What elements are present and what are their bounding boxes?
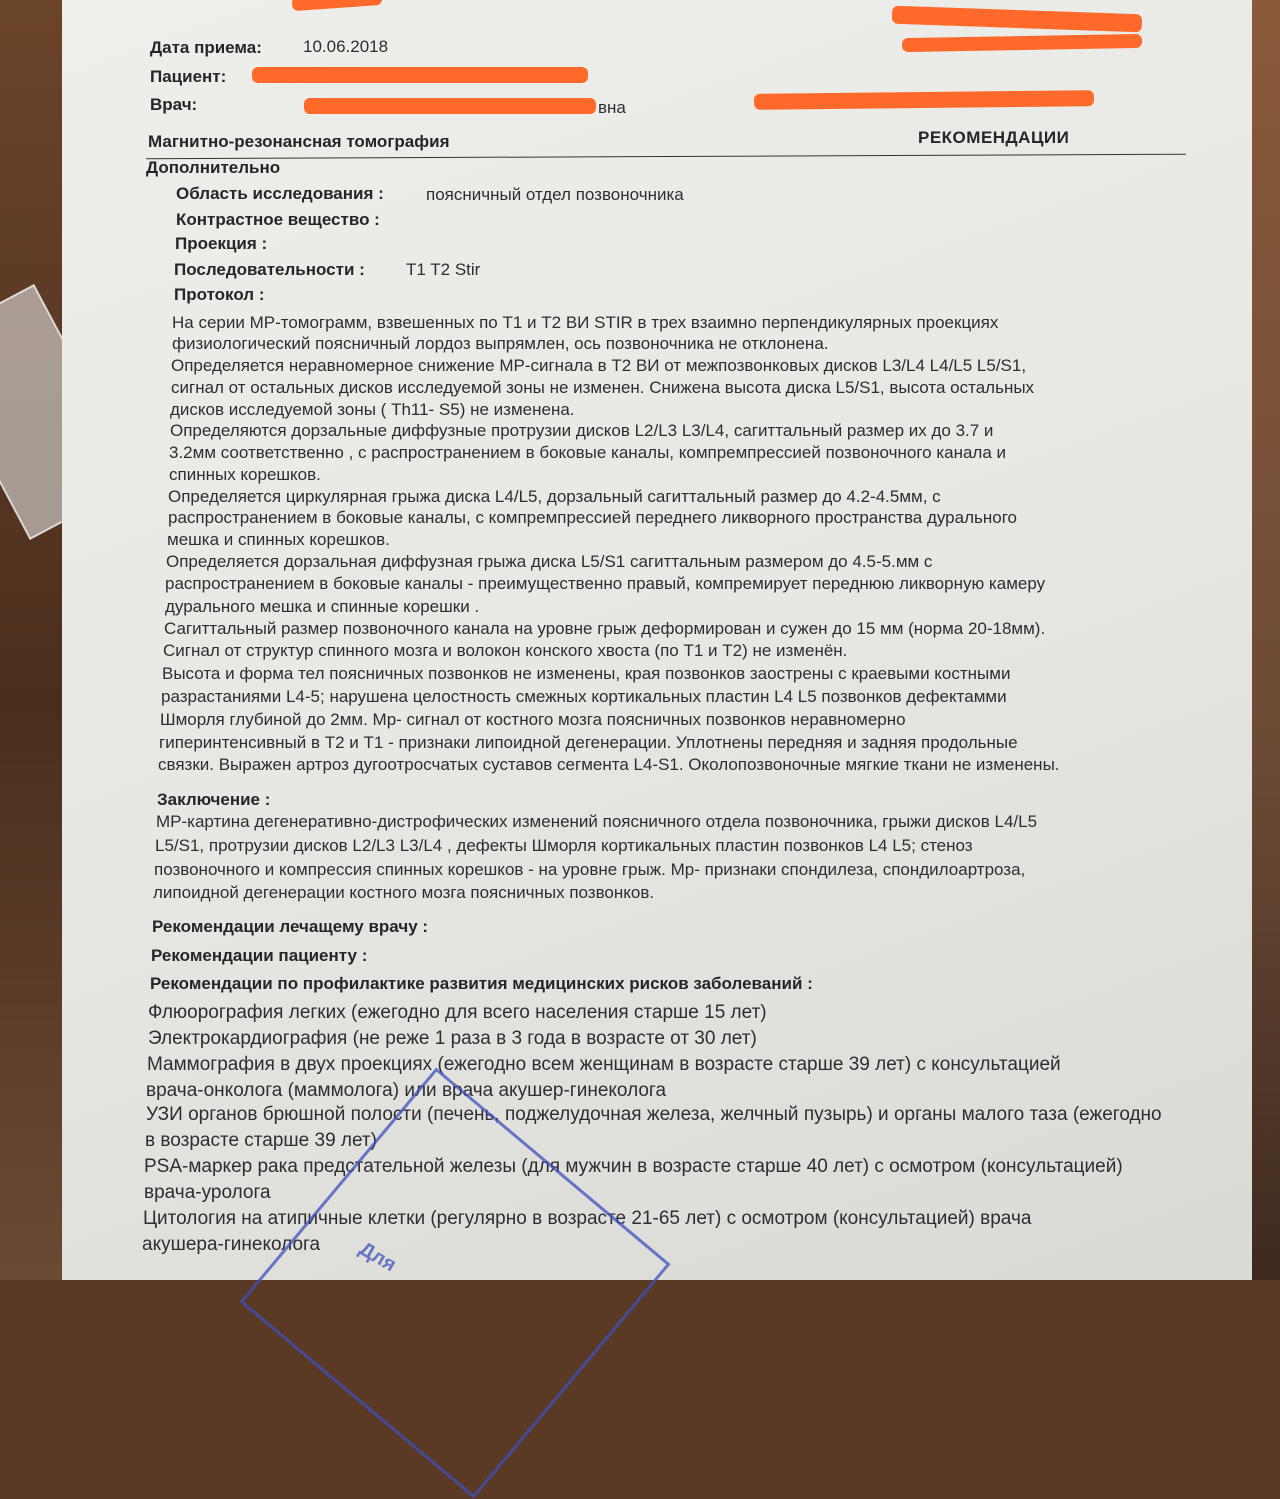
section-title: Магнитно-резонансная томография	[148, 132, 450, 151]
sequences-value: T1 T2 Stir	[406, 260, 481, 279]
protocol-line: 3.2мм соответственно , с распространением в боковые каналы, компремпрессией позвоночного канала и	[169, 443, 1007, 462]
doctor-redaction	[304, 98, 596, 114]
patient-label: Пациент:	[150, 67, 227, 86]
protocol-line: На серии МР-томограмм, взвешенных по Т1 и Т2 ВИ STIR в трех взаимно перпендикулярных проекциях	[172, 313, 999, 332]
area-value: поясничный отдел позвоночника	[426, 185, 684, 204]
protocol-line: Высота и форма тел поясничных позвонков не изменены, края позвонков заострены с краевыми костными	[162, 664, 1011, 683]
protocol-line: разрастаниями L4-5; нарушена целостность смежных кортикальных пластин L4 L5 позвонков дефектамми	[161, 687, 1007, 706]
rec-line: Цитология на атипичные клетки (регулярно в возрасте 21-65 лет) с осмотром (консультацией) врача	[143, 1208, 1032, 1229]
protocol-line: распространением в боковые каналы, с компремпрессией переднего ликворного пространства дурального	[168, 508, 1017, 527]
protocol-line: Определяются дорзальные диффузные протрузии дисков L2/L3 L3/L4, сагиттальный размер их до 3.7 и	[170, 421, 994, 440]
protocol-line: Определяется дорзальная диффузная грыжа диска L5/S1 сагиттальным размером до 4.5-5.мм с	[166, 552, 933, 571]
conclusion-line: L5/S1, протрузии дисков L2/L3 L3/L4 , дефекты Шморля кортикальных пластин позвонков L4 L5; стеноз	[155, 836, 973, 855]
protocol-line: Определяется неравномерное снижение МР-сигнала в Т2 ВИ от межпозвонковых дисков L3/L4 L4/L5 L5/S1,	[171, 356, 1027, 375]
conclusion-line: позвоночного и компрессия спинных корешков - на уровне грыж. Мр- признаки спондилеза, спондилоартроза,	[154, 860, 1026, 879]
rec-line: Электрокардиография (не реже 1 раза в 3 года в возрасте от 30 лет)	[148, 1028, 757, 1049]
protocol-line: мешка и спинных корешков.	[167, 530, 390, 549]
date-label: Дата приема:	[150, 38, 262, 57]
protocol-line: спинных корешков.	[169, 465, 321, 484]
doctor-label: Врач:	[150, 95, 198, 114]
protocol-line: распространением в боковые каналы - преимущественно правый, компремирует переднюю ликворную камеру	[165, 574, 1046, 593]
stamp-text: Для	[355, 1237, 400, 1277]
rec-line: акушера-гинеколога	[142, 1234, 321, 1255]
protocol-line: сигнал от остальных дисков исследуемой зоны не изменен. Снижена высота диска L5/S1, высота остальных	[171, 378, 1035, 397]
conclusion-line: липоидной дегенерации костного мозга поясничных позвонков.	[153, 883, 655, 902]
protocol-line: дисков исследуемой зоны ( Th11- S5) не изменена.	[170, 400, 575, 419]
rec-prevention-title: Рекомендации по профилактике развития медицинских рисков заболеваний :	[150, 974, 813, 993]
rec-line: Маммография в двух проекциях (ежегодно всем женщинам в возрасте старше 39 лет) с консультацией	[147, 1054, 1061, 1075]
conclusion-line: МР-картина дегенеративно-дистрофических изменений поясничного отдела позвоночника, грыжи дисков L4/L5	[156, 812, 1038, 831]
redaction-top-right	[892, 6, 1142, 33]
doctor-value-suffix: вна	[598, 98, 626, 117]
sequences-label: Последовательности :	[174, 260, 365, 279]
additional-title: Дополнительно	[146, 158, 281, 177]
contrast-label: Контрастное вещество :	[176, 210, 380, 229]
projection-label: Проекция :	[175, 234, 268, 253]
patient-redaction	[252, 67, 588, 83]
redaction-top-right-2	[902, 34, 1142, 52]
rec-line: в возрасте старше 39 лет)	[145, 1130, 377, 1151]
conclusion-title: Заключение :	[157, 790, 271, 809]
protocol-line: Сигнал от структур спинного мозга и волокон конского хвоста (по Т1 и Т2) не изменён.	[163, 641, 848, 660]
document-page	[62, 0, 1252, 1280]
redaction-top-left	[292, 0, 383, 11]
doctor-right-redaction	[754, 90, 1094, 110]
protocol-line: дурального мешка и спинные корешки .	[165, 597, 480, 616]
protocol-line: гиперинтенсивный в Т2 и Т1 - признаки липоидной дегенерации. Уплотнены передняя и задняя продольные	[159, 733, 1018, 752]
rec-line: Флюорография легких (ежегодно для всего населения старше 15 лет)	[148, 1002, 767, 1023]
rec-line: врача-уролога	[144, 1182, 271, 1203]
protocol-line: связки. Выражен артроз дугоотросчатых суставов сегмента L4-S1. Околопозвоночные мягкие ткани не изменены.	[158, 755, 1060, 774]
protocol-label: Протокол :	[174, 285, 265, 304]
header-rule	[146, 154, 1186, 160]
date-value: 10.06.2018	[303, 37, 389, 56]
recommendations-title: РЕКОМЕНДАЦИИ	[918, 128, 1070, 147]
rec-patient-title: Рекомендации пациенту :	[151, 946, 368, 965]
rec-doctor-title: Рекомендации лечащему врачу :	[152, 917, 429, 936]
rec-line: врача-онколога (маммолога) или врача акушер-гинеколога	[146, 1080, 667, 1101]
protocol-line: Шморля глубиной до 2мм. Мр- сигнал от костного мозга поясничных позвонков неравномерно	[160, 710, 906, 729]
rec-line: PSA-маркер рака предстательной железы (для мужчин в возрасте старше 40 лет) с осмотром (консультацией)	[144, 1156, 1123, 1177]
protocol-line: Сагиттальный размер позвоночного канала на уровне грыж деформирован и сужен до 15 мм (норма 20-18мм).	[164, 619, 1046, 638]
area-label: Область исследования :	[176, 184, 384, 203]
protocol-line: Определяется циркулярная грыжа диска L4/L5, дорзальный сагиттальный размер до 4.2-4.5мм, с	[168, 487, 941, 506]
rec-line: УЗИ органов брюшной полости (печень, поджелудочная железа, желчный пузырь) и органы малого таза (ежегодно	[146, 1104, 1162, 1125]
protocol-line: физиологический поясничный лордоз выпрямлен, ось позвоночника не отклонена.	[172, 334, 829, 353]
